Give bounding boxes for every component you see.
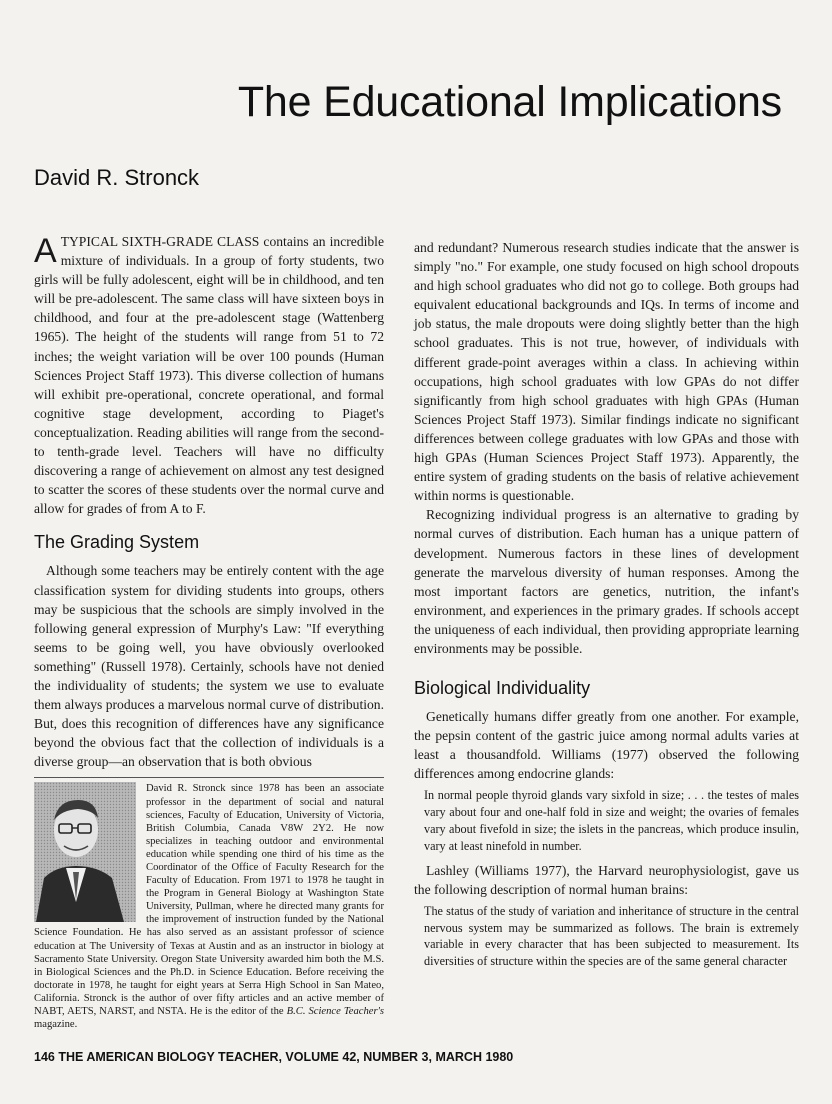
- block-quote-glands: In normal people thyroid glands vary sixfold in size; . . . the testes of males vary about four and one-half fold in size and weight; the ovaries of females vary about fivefold in size; the islets in the pancreas, which produce insulin, vary at least ninefold in number.: [424, 788, 799, 853]
- grading-paragraph-1-continued: and redundant? Numerous research studies indicate that the answer is simply "no." For example, one study focused on high school dropouts and high school graduates who did not go to college. Both groups had equivalent educational backgrounds and IQs. In terms of income and job status, the male dropouts were doing slightly better than the high school graduates. This is not true, however, of individuals with different grade-point averages within a class. In achieving within occupations, high school graduates with low GPAs do not differ significantly from high school graduates with high GPAs (Human Sciences Project Staff 1973). Similar findings indicate no significant differences between college graduates with low GPAs and those with high GPAs (Human Sciences Project Staff 1973). Apparently, the entire system of grading students on the basis of relative achievement within norms is questionable.: [414, 240, 799, 504]
- drop-cap: A: [34, 232, 57, 270]
- author-bio-box: [34, 777, 384, 1031]
- right-column: [414, 238, 799, 976]
- left-column: [34, 232, 384, 1031]
- grading-paragraph-1: Although some teachers may be entirely content with the age classification system for dividing students into groups, others may be suspicious that the schools are simply involved in the following general expression of Murphy's Law: "If everything seems to be going well, you have obviously overlooked something" (Russell 1978). Certainly, schools have not denied the individuality of students; the system we use to evaluate them always produces a marvelous normal curve of distribution. But, does this recognition of differences have any significance beyond the obvious fact that the collection of individuals is a diverse group—an observation that is both obvious: [34, 563, 384, 770]
- author-name: David R. Stronck: [34, 165, 200, 190]
- biology-paragraph-2: Lashley (Williams 1977), the Harvard neurophysiologist, gave us the following description of normal human brains:: [414, 862, 799, 897]
- magazine-name: B.C. Science Teacher's: [286, 1006, 384, 1018]
- portrait-photo-icon: [34, 782, 136, 922]
- intro-text: TYPICAL SIXTH-GRADE CLASS contains an incredible mixture of individuals. In a group of forty students, two girls will be fully adolescent, eight will be in childhood, and ten will be pre-adolescent. The same class will have sixteen boys in childhood, and four at the pre-adolescent stage (Wattenberg 1965). The height of the students will range from 51 to 72 inches; the weight variation will be over 100 pounds (Human Sciences Project Staff 1973). This diverse collection of humans will exhibit pre-operational, concrete operational, and formal cognitive stage development, according to Piaget's conceptualization. Reading abilities will range from the second- to tenth-grade level. Teachers will have no difficulty discovering a range of achievement on almost any test designed to scatter the scores of these students over the normal curve and allow for grades of from A to F.: [34, 234, 384, 517]
- grading-paragraph-2: Recognizing individual progress is an alternative to grading by normal curves of distribution. Each human has a unique pattern of development. Numerous factors in these lines of development generate the marvelous diversity of human responses. Among the most important factors are genetics, nutrition, the infant's environment, and experiences in the primary grades. If schools accept the uniqueness of each individual, then providing appropriate learning environments may be possible.: [414, 507, 799, 656]
- biology-paragraph-1: Genetically humans differ greatly from one another. For example, the pepsin content of the gastric juice among normal adults varies at least a thousandfold. Williams (1977) observed the following differences among endocrine glands:: [414, 709, 799, 782]
- author-bio-text: David R. Stronck since 1978 has been an associate professor in the department of social and natural sciences, Faculty of Education, University of Victoria, British Columbia, Canada V8W 2Y2. He now specializes in teaching outdoor and environmental education while spending one third of his time as the Coordinator of the Office of Faculty Research for the Faculty of Education. From 1971 to 1978 he taught in the Program in General Biology at Washington State University, Pullman, where he directed many grants for the improvement of instruction funded by the National Science Foundation. He has also served as an assistant professor of science education at The University of Texas at Austin and as an instructor in biology at Sacramento State University. Oregon State University awarded him both the M.S. in Biological Sciences and the Ph.D. in Science Education. Before receiving the doctorate in 1978, he taught for eight years at Serra High School in San Mateo, California. Stronck is the author of over fifty articles and an active member of NABT, AETS, NARST, and NSTA. He is the editor of the: [34, 783, 384, 1018]
- page-footer: 146 THE AMERICAN BIOLOGY TEACHER, VOLUME 42, NUMBER 3, MARCH 1980: [34, 1050, 514, 1064]
- author-bio-tail: magazine.: [34, 1019, 78, 1031]
- author-photo: [34, 782, 136, 922]
- heading-grading-system: The Grading System: [34, 532, 200, 553]
- intro-paragraph: [34, 232, 384, 518]
- article-title: The Educational Implications: [237, 78, 782, 126]
- block-quote-brain: The status of the study of variation and inheritance of structure in the central nervous system may be summarized as follows. The brain is extremely variable in every character that has been subjected to measurement. Its diversities of structure within the species are of the same general character: [424, 903, 799, 969]
- heading-biological-individuality: Biological Individuality: [414, 678, 591, 699]
